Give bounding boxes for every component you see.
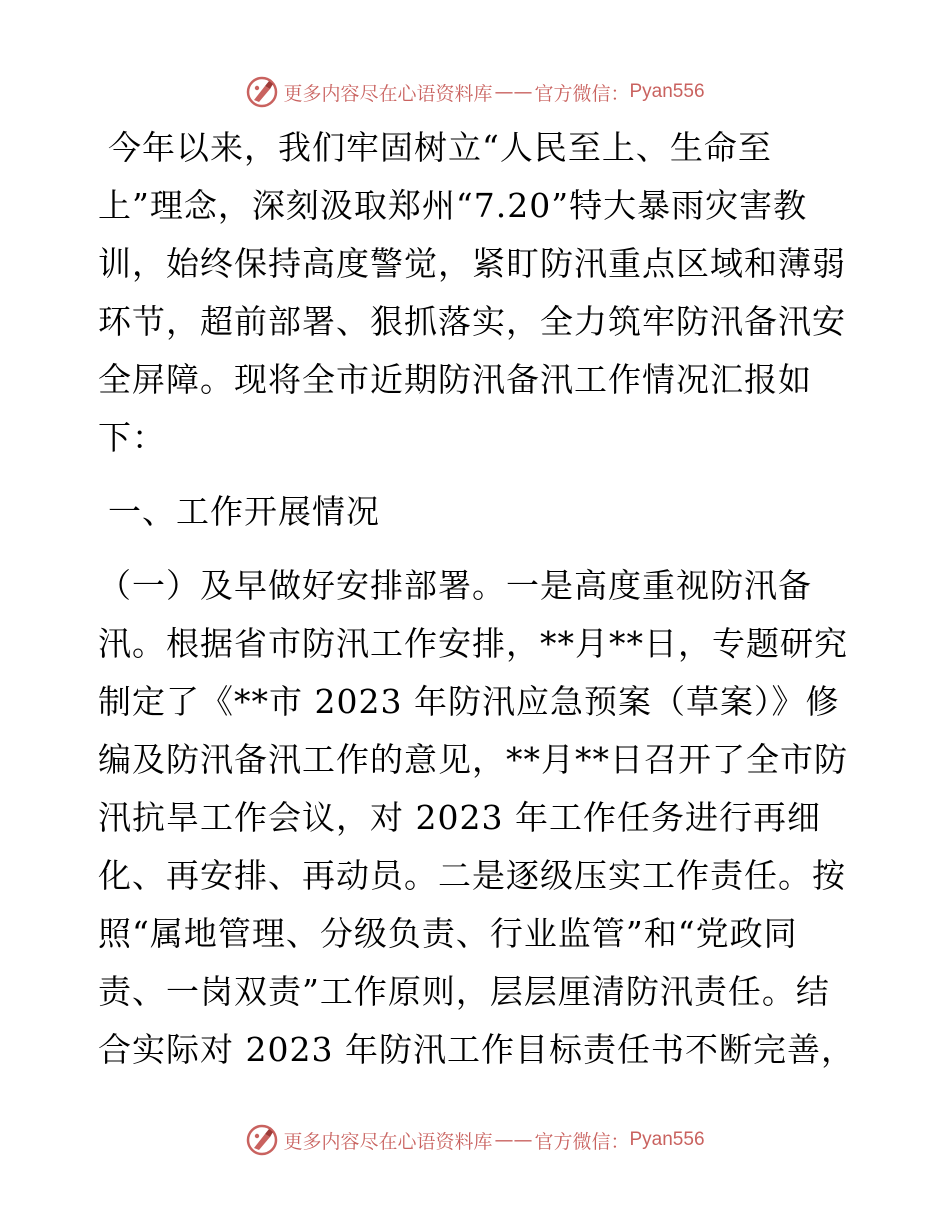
text-line: 训，始终保持高度警觉，紧盯防汛重点区域和薄弱	[98, 244, 846, 283]
text-line: 化、再安排、再动员。二是逐级压实工作责任。按	[98, 856, 846, 895]
watermark-text: 更多内容尽在心语资料库	[283, 1130, 493, 1153]
text-line: 下：	[98, 418, 166, 457]
watermark-logo-icon	[245, 75, 279, 109]
text-line: （一）及早做好安排部署。一是高度重视防汛备	[98, 566, 812, 605]
watermark-wechat-id: Pyan556	[629, 1129, 705, 1150]
text-line: 环节，超前部署、狠抓落实，全力筑牢防汛备汛安	[98, 302, 846, 341]
watermark-logo-icon	[245, 1123, 279, 1157]
text-line: 汛。根据省市防汛工作安排，**月**日，专题研究	[98, 624, 848, 663]
watermark-header	[0, 72, 950, 112]
text-line: 汛抗旱工作会议，对 2023 年工作任务进行再细	[98, 798, 821, 837]
watermark-label: 官方微信：	[534, 1130, 630, 1153]
heading-line: 一、工作开展情况	[108, 492, 380, 531]
text-line: 责、一岗双责”工作原则，层层厘清防汛责任。结	[98, 972, 830, 1011]
watermark-separator: ——	[494, 81, 533, 103]
text-line: 合实际对 2023 年防汛工作目标责任书不断完善，	[98, 1030, 855, 1069]
watermark-separator: ——	[494, 1129, 533, 1151]
text-line: 今年以来，我们牢固树立“人民至上、生命至	[108, 128, 772, 167]
text-line: 全屏障。现将全市近期防汛备汛工作情况汇报如	[98, 360, 812, 399]
watermark-label: 官方微信：	[534, 82, 630, 105]
watermark-wechat-id: Pyan556	[629, 81, 705, 102]
watermark-text: 更多内容尽在心语资料库	[283, 82, 493, 105]
text-line: 制定了《**市 2023 年防汛应急预案（草案）》修	[98, 682, 840, 721]
text-line: 照“属地管理、分级负责、行业监管”和“党政同	[98, 914, 798, 953]
watermark-footer	[0, 1120, 950, 1160]
text-line: 上”理念，深刻汲取郑州“7.20”特大暴雨灾害教	[98, 186, 808, 225]
text-line: 编及防汛备汛工作的意见，**月**日召开了全市防	[98, 740, 848, 779]
